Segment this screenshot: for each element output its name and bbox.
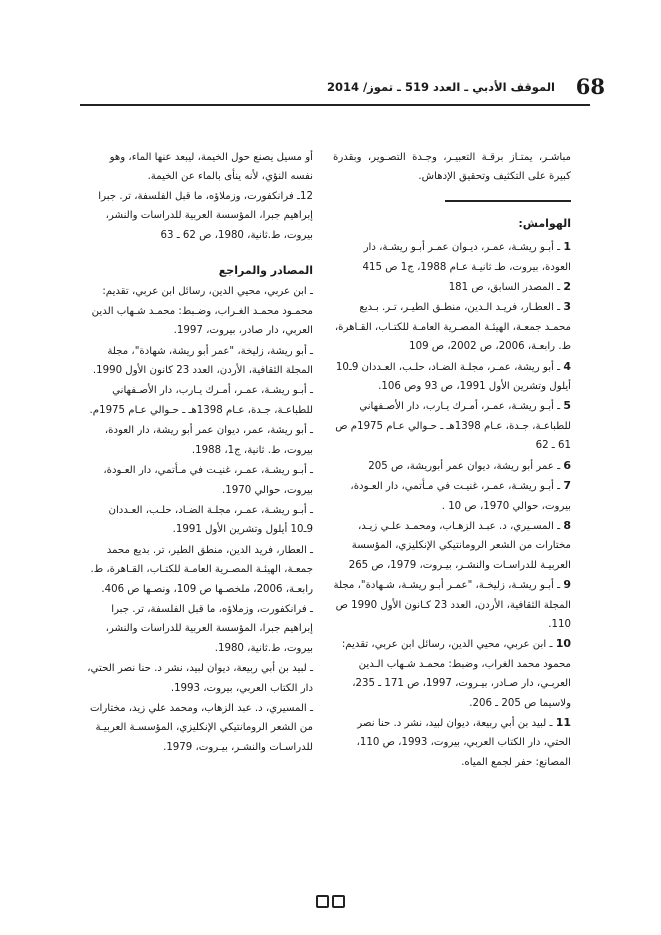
references-heading: المصادر والمراجع [218,264,313,278]
note-item [333,237,571,277]
footer-ornament-icon [316,895,345,908]
page-number: 68 [575,74,605,99]
note-text: ـ العطـار، فريـد الـدين، منطـق الطيـر، تـر. بـديع محمـد جمعـة، الهيئـة المصـرية العامـة للكتـاب، القـاهرة، ط. رابعـة، 2006، ص 2002، ص 109 [334,302,571,353]
note-item [333,476,571,516]
note-item [333,575,571,634]
note-item [333,357,571,397]
reference-item: ـ لبيد بن أبي ربيعة، ديوان لبيد، نشر د. حنا نصر الحتي، دار الكتاب العربي، بيروت، 1993. [87,663,313,694]
note-12: 12ـ فرانكفورت، وزملاؤه، ما قبل الفلسفة، تر. جبرا إبراهيم جبرا، المؤسسة العربية للدراسات والنشر، بيروت، ط.ثانية، 1980، ص 62 ـ 63 [98,190,313,241]
note-item [333,634,571,713]
note-item [333,396,571,455]
reference-item: ـ أبـو ريشـة، عمـر، أمـرك يـارب، دار الأصـفهاني للطباعـة، جـدة، عـام 1398هـ ـ حـوالي عـام 1975م. [89,385,313,416]
note-item [333,277,571,297]
note-text: ـ لبيد بن أبي ربيعة، ديوان لبيد، نشر د. حنا نصر الحتي، دار الكتاب العربي، بيروت، 1993، ص 110، المصانع: حفر لجمع المياه. [356,717,571,768]
page-header [326,74,605,100]
note-number: 5 [563,399,571,413]
journal-issue-line: الموقف الأدبي ـ العدد 519 ـ تموز/ 2014 [326,80,555,94]
note-number: 4 [563,359,571,373]
reference-item: ـ أبو ريشة، عمر، ديوان عمر أبو ريشة، دار العودة، بيروت، ط. ثانية، ج1، 1988. [104,425,313,456]
note-text: ـ ابن عربي، محيي الدين، رسائل ابن عربي، تقديم: محمود محمد الغراب، وضبط: محمـد شـهاب الـدين العربـي، دار صـادر، بيـروت، 1997، ص 171 ـ 235، ولاسيما ص 205 ـ 206. [341,639,571,709]
left-column [85,148,313,758]
note-item [333,516,571,575]
note-number: 6 [563,458,571,472]
note-item [333,713,571,772]
note-number: 7 [563,479,571,493]
notes-heading: الهوامش: [518,216,571,230]
note-text: ـ أبـو ريشـة، زليخـة، "عمـر أبـو ريشـة، شـهادة"، مجلة المجلة الثقافية، الأردن، العدد 23 كـانون الأول 1990 ص 110. [333,580,571,630]
note-item [333,456,571,476]
reference-item: ـ ابن عربي، محيي الدين، رسائل ابن عربي، تقديم: محمـود محمـد الغـراب، وضـبط: محمـد شـهاب الدين العربي، دار صادر، بيروت، 1997. [91,286,313,337]
note-number: 11 [555,715,571,729]
note-number: 8 [563,518,571,532]
note-text: ـ أبـو ريشـة، عمـر، غنيـت في مـأتمي، دار العـودة، بيروت، حوالي 1970، ص 10 . [350,481,571,512]
references-list [85,282,313,757]
note-number: 9 [563,578,571,592]
intro-paragraph: مباشـر، يمتـاز برقـة التعبيـر، وجـدة التصـوير، وبقدرة كبيرة على التكثيف وتحقيق الإدهاش. [333,152,571,183]
note-text: ـ أبـو ريشـة، عمـر، أمـرك يـارب، دار الأصـفهاني للطباعـة، جـدة، عـام 1398هـ ـ حـوالي عـام 1975م ص 61 ـ 62 [335,401,571,452]
reference-item: ـ فرانكفورت، وزملاؤه، ما قبل الفلسفة، تر. جبرا إبراهيم جبرا، المؤسسة العربية للدراسات والنشر، بيروت، ط.ثانية، 1980. [105,603,313,654]
note-text: ـ أبـو ريشـة، عمـر، ديـوان عمـر أبـو ريشـة، دار العودة، بيروت، طـ ثانيـة عـام 1988، ج1 ص 415 [362,242,571,273]
reference-item: ـ العطار، فريد الدين، منطق الطير، تر. بديع محمد جمعـة، الهيئـة المصـرية العامـة للكتـاب، القـاهرة، ط. رابعـة، 2006، ملخصـها ص 109، ونصـها ص 406. [90,544,313,595]
note-text: ـ أبو ريشة، عمـر، مجلـة الضـاد، حلـب، العـددان 9ـ10 أيلول وتشرين الأول 1991، ص 93 وص 106. [335,361,571,393]
notes-list [333,237,571,772]
note-number: 3 [563,300,571,314]
notes-divider [445,200,571,202]
continuation-paragraph: أو مسيل يصنع حول الخيمة، ليبعد عنها الماء، وهو نفسه النؤي، لأنه ينأى بالماء عن الخيمة. [109,152,313,183]
note-text: ـ المسـيري، د. عبـد الزهـاب، ومحمـد علـي زيـد، مختارات من الشعر الرومانتيكي الإنكليزي، المؤسسة العربيـة للدراسـات والنشـر، بيـروت، 1979، ص 265 [348,520,571,571]
header-rule [80,104,590,106]
note-number: 10 [555,637,571,651]
right-column [333,148,571,772]
note-item [333,297,571,356]
reference-item: ـ أبو ريشة، زليخة، "عمر أبو ريشة، شهادة"، مجلة المجلة الثقافية، الأردن، العدد 23 كانون الأول 1990. [92,345,313,377]
note-text: ـ عمر أبو ريشة، ديوان عمر أبوريشة، ص 205 [368,460,561,472]
note-number: 1 [563,240,571,254]
note-text: ـ المصدر السابق، ص 181 [448,282,561,294]
reference-item: ـ أبـو ريشـة، عمـر، مجلـة الضـاد، حلـب، العـددان 9ـ10 أيلول وتشرين الأول 1991. [108,504,313,536]
reference-item: ـ أبـو ريشـة، عمـر، غنيـت في مـأتمي، دار العـودة، بيروت، حوالي 1970. [103,465,313,496]
note-number: 2 [563,280,571,294]
reference-item: ـ المسيري، د. عبد الزهاب، ومحمد علي زيد، مختارات من الشعر الرومانتيكي الإنكليزي، المؤسسـة العربيـة للدراسـات والنشـر، بيـروت، 1979. [89,702,313,753]
